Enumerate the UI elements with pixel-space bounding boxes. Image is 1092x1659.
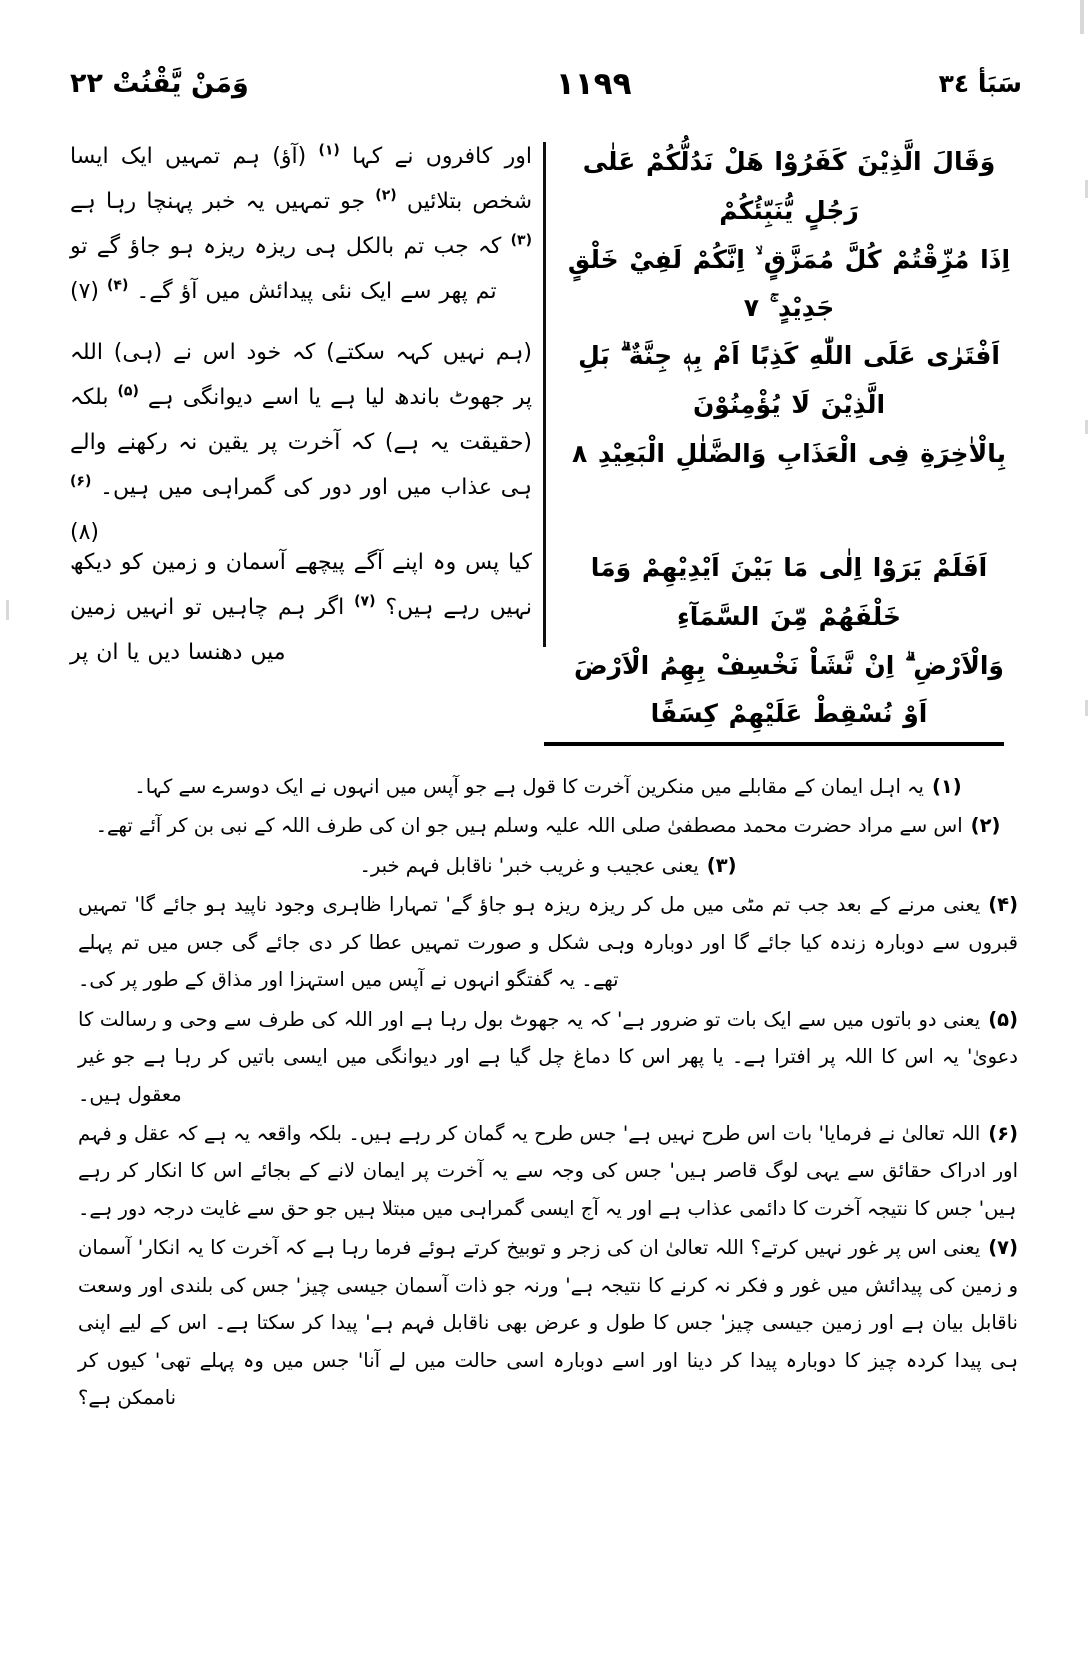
- translation-text: (۸): [70, 520, 100, 546]
- ayah-block-8: [556, 332, 1022, 478]
- ayah-line: اَفَلَمْ يَرَوْا اِلٰى مَا بَيْنَ اَيْدِيْهِمْ وَمَا خَلْفَهُمْ مِّنَ السَّمَآءِ: [590, 553, 988, 631]
- footnote-item: [78, 1115, 1018, 1227]
- footnote-text: یعنی مرنے کے بعد جب تم مٹی میں مل کر ریزہ ریزہ ہو جاؤ گے' تمہارا ظاہری وجود ناپید ہو جائے گا' تمہیں قبروں سے دوبارہ زندہ کیا جائے گا اور دوبارہ وہی شکل و صورت تمہیں عطا کر دی جائے گی جس میں تم پہلے تھے۔ یہ گفتگو انہوں نے آپس میں استہزا اور مذاق کے طور پر کی۔: [78, 893, 1018, 992]
- footnote-marker: (۱): [931, 775, 962, 798]
- header-juz-label: وَمَنْ يَّقْنُتْ ٢٢: [70, 68, 249, 100]
- footnote-marker: (۵): [988, 1007, 1018, 1031]
- footnote-text: اللہ تعالیٰ نے فرمایا' بات اس طرح نہیں ہے' جس طرح یہ گمان کر رہے ہیں۔ بلکہ واقعہ یہ ہے کہ عقل و فہم اور ادراک حقائق سے یہی لوگ قاصر ہیں' جس کی وجہ سے یہ آخرت پر ایمان لانے کے بجائے اس کا انکار کر رہے ہیں' جس کا نتیجہ آخرت کا دائمی عذاب ہے اور یہ آج ایسی گمراہی میں مبتلا ہیں جو حق سے غایت درجہ دور ہے۔: [78, 1121, 1018, 1220]
- ayah-block-9: [556, 544, 1022, 739]
- header-surah-label: سَبَأ ٣٤: [938, 69, 1022, 99]
- footnote-reference: (۴): [107, 277, 129, 294]
- page-header: [70, 58, 1022, 110]
- footnote-text: یعنی دو باتوں میں سے ایک بات تو ضرور ہے' کہ یہ جھوٹ بول رہا ہے اور اللہ کی طرف سے وحی و رسالت کا دعویٰ' یہ اس کا اللہ پر افترا ہے۔ یا پھر اس کا دماغ چل گیا ہے اور دیوانگی میں ایسی باتیں کر رہا ہے جو غیر معقول ہیں۔: [78, 1007, 1018, 1106]
- footnote-reference: (۳): [510, 232, 532, 249]
- scan-edge-mark-right-2: [1085, 420, 1088, 434]
- footnote-text: اس سے مراد حضرت محمد مصطفیٰ صلی اللہ علیہ وسلم ہیں جو ان کی طرف اللہ کے نبی بن کر آئے تھے۔: [95, 814, 963, 838]
- page-number: ١١٩٩: [555, 66, 632, 102]
- ayah-line: اَفْتَرٰى عَلَى اللّٰهِ كَذِبًا اَمْ بِهٖ جِنَّةٌ ۗ بَلِ الَّذِيْنَ لَا يُؤْمِنُوْنَ: [578, 341, 1000, 419]
- scan-edge-mark-top-right: [1080, 0, 1084, 34]
- translation-paragraph: [70, 540, 532, 675]
- ayah-line: وَالْاَرْضِ ۗ اِنْ نَّشَاْ نَخْسِفْ بِهِمُ الْاَرْضَ اَوْ نُسْقِطْ عَلَيْهِمْ كِسَفًا: [574, 650, 1004, 729]
- footnote-marker: (۷): [988, 1236, 1018, 1260]
- translation-text: (آؤ) ہم تمہیں ایک ایسا شخص بتلائیں: [70, 144, 532, 215]
- footnote-item: [78, 768, 1018, 805]
- ayah-line: وَقَالَ الَّذِيْنَ كَفَرُوْا هَلْ نَدُلُّكُمْ عَلٰى رَجُلٍ يُّنَبِّئُكُمْ: [582, 147, 996, 225]
- footnote-item: [78, 886, 1018, 998]
- translation-text: بلکہ (حقیقت یہ ہے) کہ آخرت پر یقین نہ رکھنے والے ہی عذاب میں اور دور کی گمراہی میں ہیں۔: [70, 385, 532, 501]
- footnote-item: [78, 1001, 1018, 1113]
- footnote-text: یعنی عجیب و غریب خبر' ناقابل فہم خبر۔: [359, 853, 699, 877]
- footnotes-section: [78, 768, 1018, 1418]
- translation-text: اگر ہم چاہیں تو انہیں زمین میں دھنسا دیں یا ان پر: [70, 595, 355, 666]
- footnote-text: یعنی اس پر غور نہیں کرتے؟ اللہ تعالیٰ ان کی زجر و توبیخ کرتے ہوئے فرما رہا ہے کہ آخرت کا یہ انکار' آسمان و زمین کی پیدائش میں غور و فکر نہ کرنے کا نتیجہ ہے' ورنہ جو ذات آسمان جیسی چیز' جس کی بلندی اور وسعت ناقابل بیان ہے اور زمین جیسی چیز' جس کا طول و عرض بھی ناقابل فہم ہے' پیدا کر سکتا ہے۔ اس کے لیے اپنی ہی پیدا کردہ چیز کا دوبارہ پیدا کر دینا اور اسے دوبارہ اسی حالت میں لے آنا' جس میں وہ پہلے تھی' کیوں کر ناممکن ہے؟: [78, 1236, 1018, 1409]
- footnote-reference: (۶): [70, 473, 92, 490]
- scan-edge-mark-left-1: [6, 600, 9, 620]
- footnote-marker: (۳): [706, 853, 737, 877]
- footnote-marker: (۶): [988, 1121, 1018, 1145]
- footnote-reference: (۲): [375, 187, 397, 204]
- ayah-block-7: [556, 138, 1022, 333]
- translation-paragraph: [70, 134, 532, 314]
- footnote-reference: (۷): [354, 593, 376, 610]
- scan-edge-mark-right-1: [1085, 180, 1088, 198]
- translation-text: جو تمہیں یہ خبر پہنچا رہا ہے: [70, 189, 376, 215]
- translation-text: (۷): [70, 279, 107, 305]
- footnote-reference: (۵): [117, 383, 139, 400]
- translation-text: کہ جب تم بالکل ہی ریزہ ریزہ ہو جاؤ گے تو تم پھر سے ایک نئی پیدائش میں آؤ گے۔: [70, 234, 511, 305]
- footnote-reference: (۱): [318, 142, 340, 159]
- scripture-body: [70, 132, 1022, 732]
- ayah-line: اِذَا مُزِّقْتُمْ كُلَّ مُمَزَّقٍ ۙ اِنَّكُمْ لَفِيْ خَلْقٍ جَدِيْدٍ ۚ ٧: [567, 244, 1011, 323]
- translation-paragraph: [70, 330, 532, 555]
- footnote-marker: (۲): [970, 814, 1001, 838]
- scan-edge-mark-right-3: [1085, 700, 1088, 716]
- footnote-text: یہ اہل ایمان کے مقابلے میں منکرین آخرت کا قول ہے جو آپس میں انہوں نے ایک دوسرے سے کہا۔: [134, 775, 924, 798]
- translation-text: (ہم نہیں کہہ سکتے) کہ خود اس نے (ہی) اللہ پر جھوٹ باندھ لیا ہے یا اسے دیوانگی ہے: [70, 340, 532, 411]
- arabic-column: [556, 132, 1022, 732]
- column-divider: [543, 142, 546, 647]
- footnote-marker: (۴): [988, 893, 1018, 917]
- urdu-translation-column: [70, 132, 532, 732]
- ayah-line: بِالْاٰخِرَةِ فِى الْعَذَابِ وَالضَّلٰلِ الْبَعِيْدِ ٨: [572, 438, 1006, 468]
- footnote-item: [78, 807, 1018, 844]
- footnote-item: [78, 847, 1018, 884]
- translation-text: کیا پس وہ اپنے آگے پیچھے آسمان و زمین کو دیکھ نہیں رہے ہیں؟: [70, 550, 532, 621]
- footnote-item: [78, 1229, 1018, 1416]
- footnote-separator-rule: [544, 742, 1004, 746]
- translation-text: اور کافروں نے کہا: [339, 144, 532, 169]
